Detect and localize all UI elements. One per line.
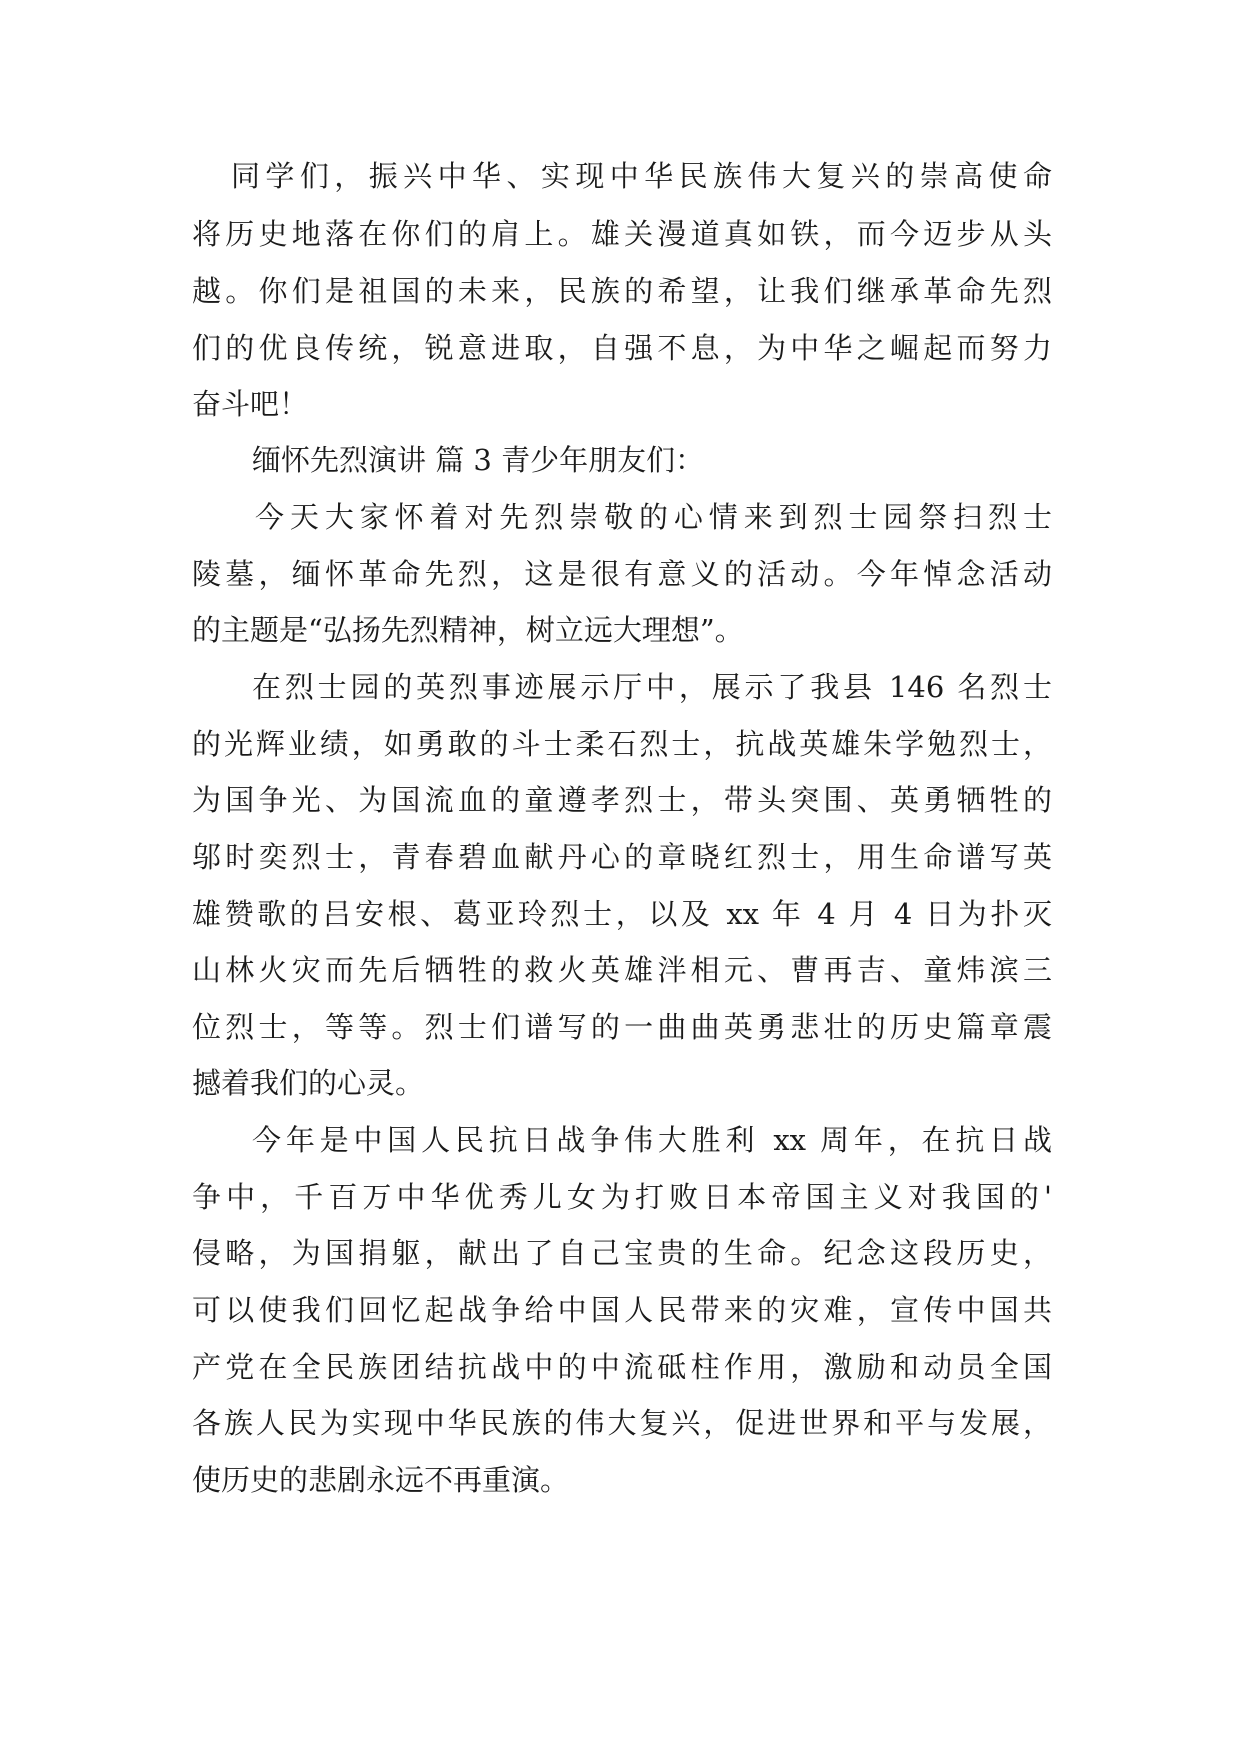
- text-line-5: 奋斗吧！: [192, 387, 309, 421]
- text-line-1: 同学们，振兴中华、实现中华民族伟大复兴的崇高使命: [231, 159, 1052, 193]
- text-line-8: 陵墓，缅怀革命先烈，这是很有意义的活动。今年悼念活动: [192, 557, 1052, 591]
- text-line-18: 今年是中国人民抗日战争伟大胜利 xx 周年，在抗日战: [252, 1123, 1052, 1157]
- text-line-24: 使历史的悲剧永远不再重演。: [192, 1463, 570, 1497]
- text-line-21: 可以使我们回忆起战争给中国人民带来的灾难，宣传中国共: [192, 1293, 1052, 1327]
- text-line-13: 邬时奕烈士，青春碧血献丹心的章晓红烈士，用生命谱写英: [192, 840, 1052, 874]
- text-line-12: 为国争光、为国流血的童遵孝烈士，带头突围、英勇牺牲的: [192, 783, 1052, 817]
- text-line-9: 的主题是“弘扬先烈精神，树立远大理想”。: [192, 613, 744, 647]
- text-line-2: 将历史地落在你们的肩上。雄关漫道真如铁，而今迈步从头: [192, 217, 1052, 251]
- text-line-20: 侵略，为国捐躯，献出了自己宝贵的生命。纪念这段历史，: [192, 1236, 1052, 1270]
- text-line-10: 在烈士园的英烈事迹展示厅中，展示了我县 146 名烈士: [252, 670, 1052, 704]
- text-line-7: 今天大家怀着对先烈崇敬的心情来到烈士园祭扫烈士: [255, 500, 1052, 534]
- text-line-4: 们的优良传统，锐意进取，自强不息，为中华之崛起而努力: [192, 331, 1052, 365]
- text-line-16: 位烈士，等等。烈士们谱写的一曲曲英勇悲壮的历史篇章震: [192, 1010, 1052, 1044]
- text-line-22: 产党在全民族团结抗战中的中流砥柱作用，激励和动员全国: [192, 1350, 1052, 1384]
- text-line-14: 雄赞歌的吕安根、葛亚玲烈士，以及 xx 年 4 月 4 日为扑灭: [192, 897, 1052, 931]
- text-line-3: 越。你们是祖国的未来，民族的希望，让我们继承革命先烈: [192, 274, 1052, 308]
- text-line-19: 争中，千百万中华优秀儿女为打败日本帝国主义对我国的': [192, 1180, 1052, 1214]
- text-line-17: 撼着我们的心灵。: [192, 1066, 425, 1100]
- section-heading-line: 缅怀先烈演讲 篇 3 青少年朋友们：: [252, 443, 705, 477]
- text-line-23: 各族人民为实现中华民族的伟大复兴，促进世界和平与发展，: [192, 1406, 1052, 1440]
- text-line-11: 的光辉业绩，如勇敢的斗士柔石烈士，抗战英雄朱学勉烈士，: [192, 727, 1052, 761]
- text-line-15: 山林火灾而先后牺牲的救火英雄泮相元、曹再吉、童炜滨三: [192, 953, 1052, 987]
